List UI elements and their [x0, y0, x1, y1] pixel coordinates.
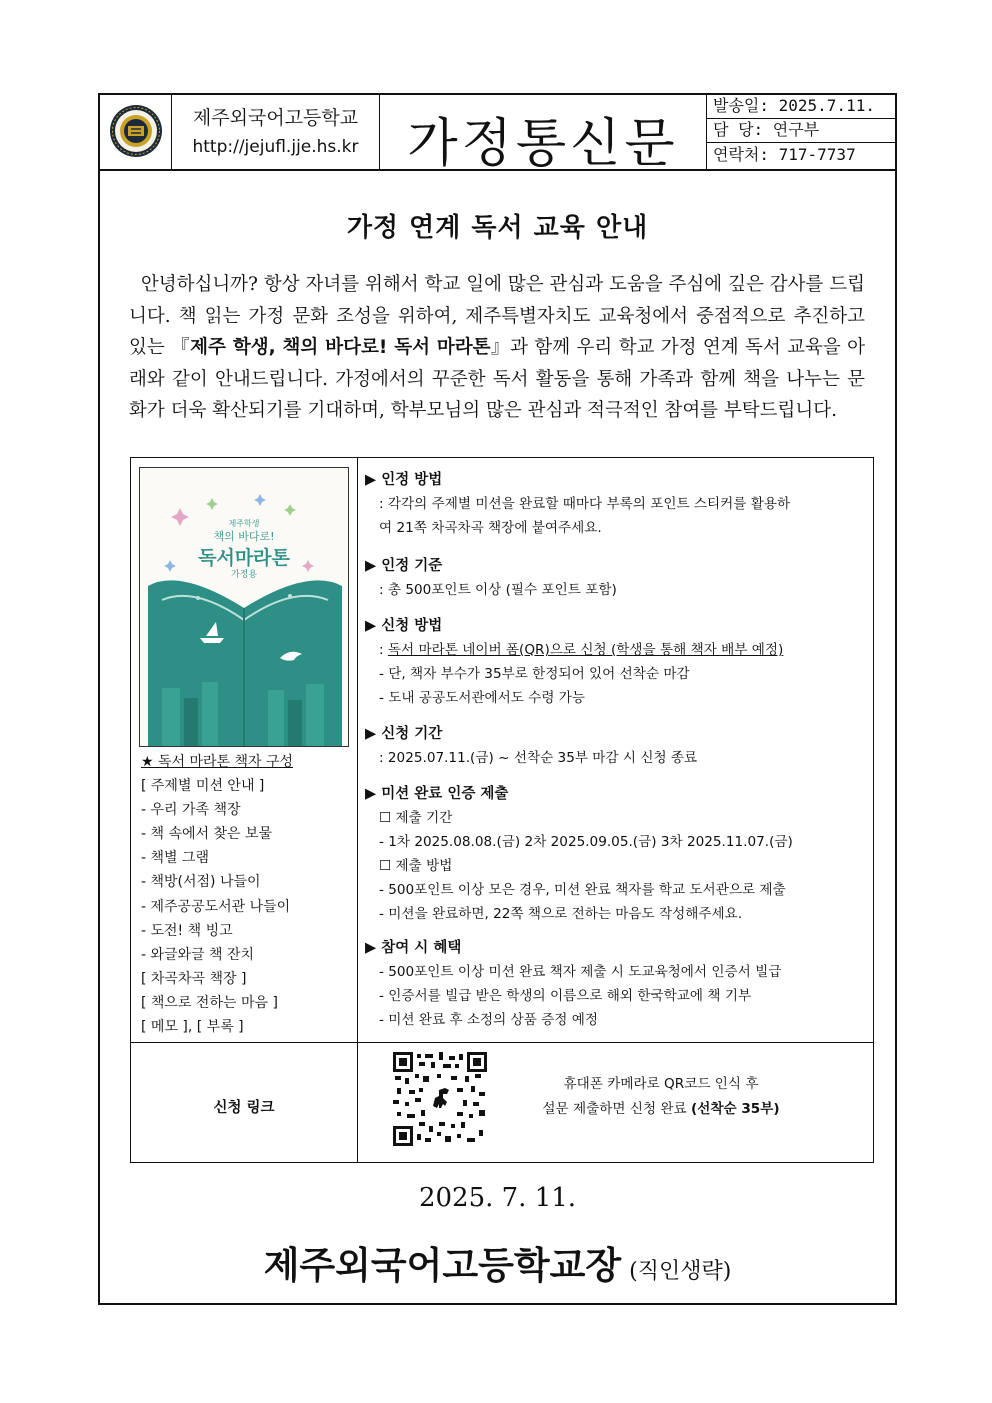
section-text: : 총 500포인트 이상 (필수 포인트 포함) [379, 582, 617, 598]
school-emblem-icon [109, 104, 163, 158]
section-application-method [365, 614, 865, 710]
program-table [130, 457, 874, 1163]
section-text: - 500포인트 이상 미션 완료 책자 제출 시 도교육청에서 인증서 빌급 [379, 964, 782, 980]
principal-signature [100, 1235, 895, 1289]
booklet-item: [ 메모 ], [ 부록 ] [141, 1019, 244, 1036]
intro-paragraph [129, 269, 865, 427]
application-form-link[interactable]: 독서 마라톤 네이버 폼(QR)으로 신청 (학생을 통해 책자 배부 예정) [387, 642, 784, 658]
section-text: : 2025.07.11.(금) ~ 선착순 35부 마감 시 신청 종료 [379, 750, 698, 766]
section-text: - 도내 공공도서관에서도 수령 가능 [379, 690, 586, 706]
section-recognition-criteria [365, 554, 865, 602]
booklet-item: - 제주공공도서관 나들이 [141, 898, 291, 915]
section-text: 여 21쪽 차곡차곡 책장에 붙여주세요. [379, 520, 602, 536]
qr-instruction-text: 설문 제출하면 신청 완료 [542, 1101, 691, 1117]
booklet-item: - 도전! 책 빙고 [141, 922, 233, 939]
issue-date: 발송일: 2025.7.11. [707, 95, 895, 119]
booklet-item: - 와글와글 책 잔치 [141, 946, 255, 963]
application-link-label: 신청 링크 [213, 1100, 275, 1116]
contact-number: 연락처: 717-7737 [713, 145, 856, 164]
booklet-cover-image [139, 467, 349, 747]
qr-instruction-limit: (선착순 35부) [691, 1101, 780, 1117]
principal-title: 제주외국어고등학교장 [263, 1243, 622, 1287]
logo-cell [100, 95, 172, 169]
section-text: - 미션 완료 후 소정의 상품 증정 예정 [379, 1012, 598, 1028]
school-url[interactable]: http://jejufl.jje.hs.kr [192, 137, 359, 157]
section-text: - 미션을 완료하면, 22쪽 책으로 전하는 마음도 작성해주세요. [379, 906, 743, 922]
header [100, 95, 895, 174]
person-in-charge: 담 당: 연구부 [707, 119, 895, 143]
section-title: ▶ 신청 기간 [365, 726, 443, 742]
cover-tagline: 책의 바다로! [213, 530, 275, 543]
section-text: : 각각의 주제별 미션을 완료할 때마다 부록의 포인트 스티커를 활용하 [379, 496, 791, 512]
cover-title: 독서마라톤 [198, 547, 290, 569]
subsection-title: ☐ 제출 방법 [379, 858, 453, 874]
booklet-contents-title: ★ 독서 마라톤 책자 구성 [141, 754, 294, 770]
section-text: - 500포인트 이상 모은 경우, 미션 완료 책자를 학교 도서관으로 제출 [379, 882, 786, 898]
section-benefits [365, 936, 865, 1032]
section-recognition-method [365, 468, 865, 540]
table-row-divider [131, 1042, 873, 1043]
qr-instructions [511, 1072, 811, 1122]
booklet-item: [ 주제별 미션 안내 ] [141, 778, 265, 795]
intro-text-2: 』과 함께 우리 학교 가정 연계 독서 교육을 아래와 같이 안내드립니다. 가정에서의 꾸준한 독서 활동을 통해 가족과 함께 책을 나누는 문화가 더욱 확산되기를 기대하며, 학부모님의 많은 관심과 적극적인 참여를 부탁드립니다. [129, 337, 865, 421]
newsletter-frame [98, 93, 897, 1305]
section-application-period [365, 722, 865, 770]
section-mission-submission [365, 782, 865, 926]
booklet-item: [ 차곡차곡 책장 ] [141, 970, 247, 987]
booklet-contents [141, 750, 353, 1039]
issue-info-cell [707, 95, 895, 169]
title-cell [380, 95, 707, 174]
cover-subtitle: 제주학생 [228, 519, 260, 528]
page-title: 가정통신문 [407, 114, 679, 174]
booklet-item: - 책방(서점) 나들이 [141, 874, 261, 891]
subsection-title: ☐ 제출 기간 [379, 810, 453, 826]
booklet-item: - 책별 그램 [141, 850, 210, 867]
section-text: - 1차 2025.08.08.(금) 2차 2025.09.05.(금) 3차 2025.11.07.(금) [379, 834, 793, 850]
notice-heading: 가정 연계 독서 교육 안내 [346, 213, 649, 243]
booklet-item: - 책 속에서 찾은 보물 [141, 826, 273, 843]
intro-text-1: 안녕하십니까? 항상 자녀를 위해서 학교 일에 많은 관심과 도움을 주심에 깊은 감사를 드립니다. 책 읽는 가정 문화 조성을 위하여, 제주특별자치도 교육청에서 중점적으로 추진하고 있는 『 [129, 274, 865, 358]
qr-code-icon[interactable] [393, 1052, 487, 1146]
school-info-cell [172, 95, 380, 169]
text-prefix: : [379, 642, 388, 658]
table-column-divider [357, 458, 358, 1162]
booklet-item: [ 책으로 전하는 마음 ] [141, 994, 278, 1011]
section-title: ▶ 신청 방법 [365, 618, 443, 634]
booklet-item: - 우리 가족 책장 [141, 802, 241, 819]
issue-date-footer: 2025. 7. 11. [418, 1183, 577, 1213]
intro-program-name: 제주 학생, 책의 바다로! 독서 마라톤 [190, 337, 491, 358]
section-text [365, 638, 865, 662]
qr-instruction-line2 [511, 1097, 811, 1122]
seal-note: (직인생략) [629, 1259, 732, 1284]
section-title: ▶ 미션 완료 인증 제출 [365, 786, 509, 802]
section-title: ▶ 참여 시 혜택 [365, 940, 462, 956]
section-title: ▶ 인정 기준 [365, 558, 443, 574]
booklet-cover-illustration [140, 468, 349, 747]
section-text: - 인증서를 빌급 받은 학생의 이름으로 해외 한국학교에 책 기부 [379, 988, 752, 1004]
school-name: 제주외국어고등학교 [192, 107, 359, 129]
qr-instruction-line1: 휴대폰 카메라로 QR코드 인식 후 [563, 1076, 759, 1092]
section-title: ▶ 인정 방법 [365, 472, 443, 488]
cover-edition: 가정용 [230, 570, 258, 580]
section-text: - 단, 책자 부수가 35부로 한정되어 있어 선착순 마감 [379, 666, 690, 682]
